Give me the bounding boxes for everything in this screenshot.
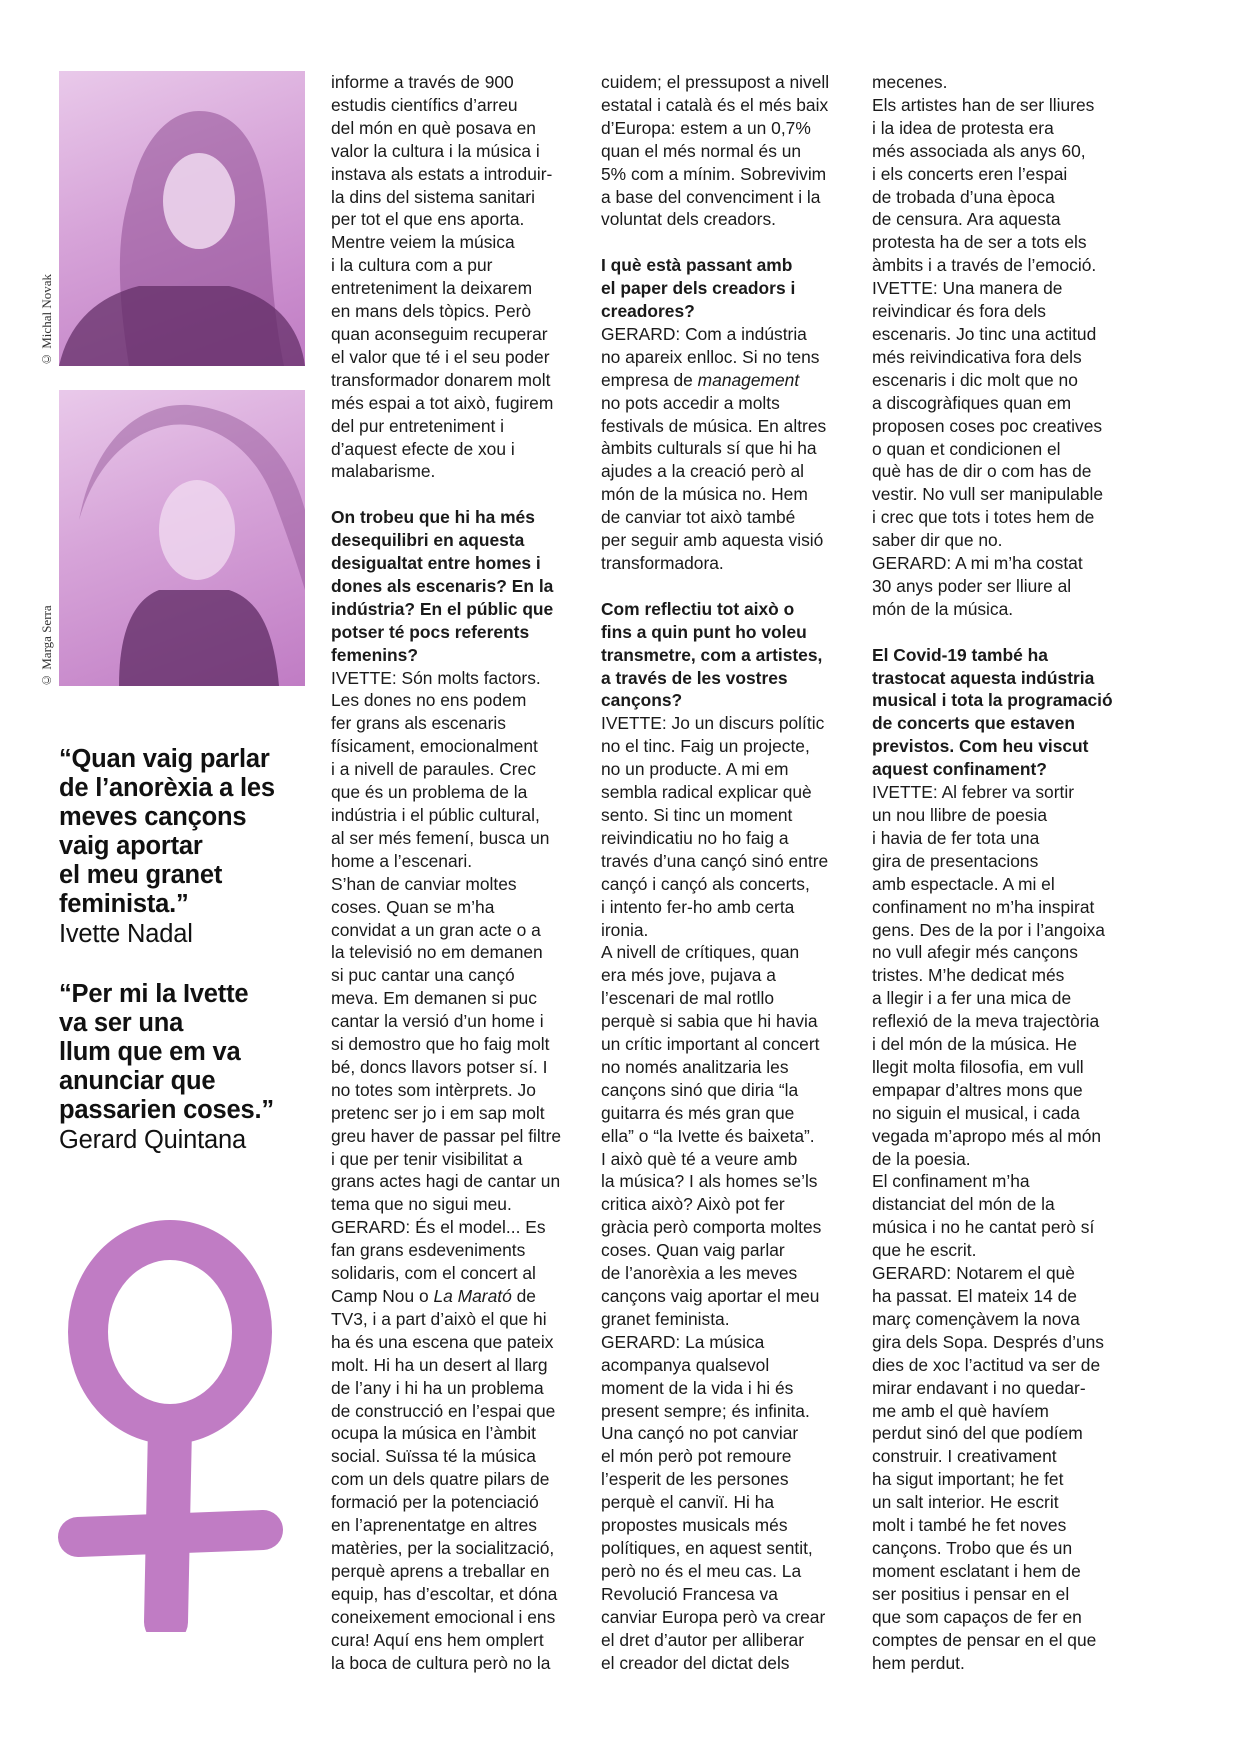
text-line: món de la música no. Hem <box>601 484 808 505</box>
text-line: festivals de música. En altres <box>601 415 827 436</box>
text-line: confinament no m’ha inspirat <box>872 896 1095 917</box>
text-line: era més jove, pujava a <box>601 965 776 986</box>
female-symbol-icon <box>58 1212 288 1632</box>
text-line: àmbits i a través de l’emoció. <box>872 255 1097 276</box>
text-line: de concerts que estaven <box>872 713 1075 734</box>
text-line: malabarisme. <box>331 461 436 482</box>
text-line: meva. Em demanen si puc <box>331 988 537 1009</box>
text-line: pretenc ser jo i em sap molt <box>331 1102 545 1123</box>
text-line: quan el més normal és un <box>601 140 802 161</box>
text-line: polítiques, en aquest sentit, <box>601 1537 813 1558</box>
quote-author: Gerard Quintana <box>59 1126 246 1154</box>
text-line: fins a quin punt ho voleu <box>601 621 807 642</box>
text-line: ajudes a la creació però al <box>601 461 805 482</box>
text-line: Les dones no ens podem <box>331 690 527 711</box>
text-line: no només analitzaria les <box>601 1056 789 1077</box>
text-line: d’Europa: estem a un 0,7% <box>601 117 811 138</box>
quote-line: va ser una <box>59 1009 184 1037</box>
text-line: no pots accedir a molts <box>601 392 780 413</box>
text-line: GERARD: A mi m’ha costat <box>872 553 1083 574</box>
article-paragraph <box>872 781 1122 1674</box>
text-line: Com reflectiu tot això o <box>601 598 795 619</box>
text-line: i del món de la música. He <box>872 1034 1077 1055</box>
text-line: si puc cantar una cançó <box>331 965 515 986</box>
text-line: convidat a un gran acte o a <box>331 919 541 940</box>
quote-line: de l’anorèxia a les <box>59 774 275 802</box>
text-line: que és un problema de la <box>331 782 528 803</box>
text-line: reivindicar és fora dels <box>872 301 1046 322</box>
text-line: indústria? En el públic que <box>331 598 554 619</box>
text-line: informe a través de 900 <box>331 72 514 92</box>
article-column-2 <box>601 71 851 1674</box>
text-line: voluntat dels creadors. <box>601 209 776 230</box>
text-line: vestir. No vull ser manipulable <box>872 484 1104 505</box>
photo-gerard-quintana <box>59 390 305 686</box>
photo-credit-1: © Michal Novak <box>39 274 54 367</box>
text-line: 5% com a mínim. Sobrevivim <box>601 163 827 184</box>
text-line: la televisió no em demanen <box>331 942 543 963</box>
text-line: IVETTE: Són molts factors. <box>331 667 541 688</box>
text-line: i intento fer-ho amb certa <box>601 896 795 917</box>
text-line: tema que no sigui meu. <box>331 1194 512 1215</box>
text-line: coneixement emocional i ens <box>331 1606 556 1627</box>
text-line: perquè el canviï. Hi ha <box>601 1492 775 1513</box>
text-line: mecenes. <box>872 72 948 92</box>
text-line: el valor que té i el seu poder <box>331 346 550 367</box>
quote-line: el meu granet <box>59 861 223 889</box>
text-line: desigualtat entre homes i <box>331 553 541 574</box>
text-line: El confinament m’ha <box>872 1171 1030 1192</box>
text-line: transformador donarem molt <box>331 369 551 390</box>
text-line: un nou llibre de poesia <box>872 804 1048 825</box>
text-line: de l’anorèxia a les meves <box>601 1263 798 1284</box>
text-line: moment de la vida i hi és <box>601 1377 794 1398</box>
quote-line: meves cançons <box>59 803 247 831</box>
text-line: ha sigut important; he fet <box>872 1469 1064 1490</box>
quote-line: “Per mi la Ivette <box>59 980 249 1008</box>
text-line: a través de les vostres <box>601 667 788 688</box>
text-line: més associada als anys 60, <box>872 140 1086 161</box>
text-line: que he escrit. <box>872 1240 977 1261</box>
text-line: IVETTE: Jo un discurs polític <box>601 713 825 734</box>
text-line: critica això? Això pot fer <box>601 1194 785 1215</box>
text-line: en l’aprenentatge en altres <box>331 1515 537 1536</box>
text-line: del món en què posava en <box>331 117 536 138</box>
text-line: trastocat aquesta indústria <box>872 667 1095 688</box>
text-line: canviar Europa però va crear <box>601 1606 826 1627</box>
text-line: ha passat. El mateix 14 de <box>872 1286 1077 1307</box>
text-line: mirar endavant i no quedar- <box>872 1377 1086 1398</box>
text-line: gira dels Sopa. Després d’uns <box>872 1331 1105 1352</box>
text-line: perdut sinó del que podíem <box>872 1423 1083 1444</box>
text-line: i la cultura com a pur <box>331 255 493 276</box>
text-line: i havia de fer tota una <box>872 827 1040 848</box>
text-line: sembla radical explicar què <box>601 782 812 803</box>
interview-question <box>331 506 581 666</box>
text-line: present sempre; és infinita. <box>601 1400 810 1421</box>
text-line: matèries, per la socialització, <box>331 1537 555 1558</box>
text-line: de censura. Ara aquesta <box>872 209 1061 230</box>
text-line: amb espectacle. A mi el <box>872 873 1055 894</box>
text-line: coses. Quan se m’ha <box>331 896 495 917</box>
text-line: per seguir amb aquesta visió <box>601 530 824 551</box>
text-line: desequilibri en aquesta <box>331 530 525 551</box>
portrait-silhouette-2 <box>59 390 305 686</box>
text-line: el dret d’autor per alliberar <box>601 1629 804 1650</box>
text-line: me amb el què havíem <box>872 1400 1049 1421</box>
text-line: i crec que tots i totes hem de <box>872 507 1095 528</box>
text-line: través d’una cançó sinó entre <box>601 850 829 871</box>
text-line: solidaris, com el concert al <box>331 1263 536 1284</box>
text-line: GERARD: Notarem el què <box>872 1263 1075 1284</box>
text-line: GERARD: La música <box>601 1331 765 1352</box>
text-line: d’aquest efecte de xou i <box>331 438 515 459</box>
text-line: no un producte. A mi em <box>601 759 789 780</box>
photo-ivette-nadal <box>59 71 305 366</box>
quote-line: anunciar que <box>59 1067 216 1095</box>
text-line: aquest confinament? <box>872 759 1047 780</box>
text-line: en mans dels tòpics. Però <box>331 301 532 322</box>
text-line: escenaris. Jo tinc una actitud <box>872 323 1097 344</box>
text-line: a discogràfiques quan em <box>872 392 1072 413</box>
text-line: S’han de canviar moltes <box>331 873 517 894</box>
text-line: un crític important al concert <box>601 1034 820 1055</box>
text-line: molt. Hi ha un desert al llarg <box>331 1354 548 1375</box>
text-line: la boca de cultura però no la <box>331 1652 551 1673</box>
article-paragraph <box>331 667 581 1675</box>
text-line: món de la música. <box>872 598 1014 619</box>
text-line: On trobeu que hi ha més <box>331 507 535 528</box>
text-line: moment esclatant i hem de <box>872 1560 1081 1581</box>
text-line: indústria i el públic cultural, <box>331 804 540 825</box>
quote-line: feminista.” <box>59 890 189 918</box>
text-line: IVETTE: Una manera de <box>872 278 1063 299</box>
text-line: fer grans als escenaris <box>331 713 506 734</box>
text-line: previstos. Com heu viscut <box>872 736 1089 757</box>
article-paragraph <box>601 712 851 1674</box>
article-paragraph <box>601 71 851 231</box>
interview-question <box>601 598 851 713</box>
text-line: reivindicatiu no ho faig a <box>601 827 789 848</box>
text-line: cantar la versió d’un home i <box>331 1011 544 1032</box>
text-line: que som capaços de fer en <box>872 1606 1082 1627</box>
text-line: creadores? <box>601 301 695 322</box>
text-line: molt i també he fet noves <box>872 1515 1067 1536</box>
article-column-3 <box>872 71 1122 1674</box>
text-line: quan aconseguim recuperar <box>331 323 548 344</box>
text-line: dies de xoc l’actitud va ser de <box>872 1354 1101 1375</box>
text-line: i a nivell de paraules. Crec <box>331 759 536 780</box>
quote-line: llum que em va <box>59 1038 241 1066</box>
text-line: bé, doncs llavors potser sí. I <box>331 1056 548 1077</box>
text-line: cançons sinó que diria “la <box>601 1079 799 1100</box>
text-line: GERARD: Com a indústria <box>601 323 807 344</box>
text-line: l’escenari de mal rotllo <box>601 988 775 1009</box>
article-paragraph <box>331 71 581 483</box>
text-line: de construcció en l’espai que <box>331 1400 556 1421</box>
text-line: l’esperit de les persones <box>601 1469 789 1490</box>
text-line: Els artistes han de ser lliures <box>872 94 1095 115</box>
text-line: El Covid-19 també ha <box>872 644 1048 665</box>
text-line: de la poesia. <box>872 1148 971 1169</box>
text-line: instava als estats a introduir- <box>331 163 553 184</box>
text-line: vegada m’apropo més al món <box>872 1125 1102 1146</box>
text-line: ironia. <box>601 919 649 940</box>
text-line: perquè si sabia que hi havia <box>601 1011 818 1032</box>
text-line: I això què té a veure amb <box>601 1148 798 1169</box>
text-line: estudis científics d’arreu <box>331 94 518 115</box>
text-line: acompanya qualsevol <box>601 1354 770 1375</box>
text-line: estatal i català és el més baix <box>601 94 829 115</box>
text-line: de canviar tot això també <box>601 507 796 528</box>
text-line: cançons. Trobo que és un <box>872 1537 1073 1558</box>
text-line: IVETTE: Al febrer va sortir <box>872 782 1074 803</box>
text-line: greu haver de passar pel filtre <box>331 1125 562 1146</box>
text-line: cançons? <box>601 690 683 711</box>
text-line: Una cançó no pot canviar <box>601 1423 799 1444</box>
article-paragraph <box>872 71 1122 621</box>
text-line: no apareix enlloc. Si no tens <box>601 346 820 367</box>
text-line: Camp Nou o La Marató de <box>331 1286 536 1307</box>
text-line: el creador del dictat dels <box>601 1652 790 1673</box>
text-line: guitarra és més gran que <box>601 1102 795 1123</box>
pull-quote-1 <box>59 745 309 949</box>
text-line: el món però pot remoure <box>601 1446 792 1467</box>
portrait-silhouette-1 <box>59 71 305 366</box>
text-line: 30 anys poder ser lliure al <box>872 575 1072 596</box>
text-line: més espai a tot això, fugirem <box>331 392 554 413</box>
text-line: març començàvem la nova <box>872 1308 1080 1329</box>
text-line: a llegir i a fer una mica de <box>872 988 1072 1009</box>
text-line: de trobada d’una època <box>872 186 1055 207</box>
text-line: dones als escenaris? En la <box>331 575 554 596</box>
text-line: gira de presentacions <box>872 850 1039 871</box>
text-line: fan grans esdeveniments <box>331 1240 526 1261</box>
text-line: reflexió de la meva trajectòria <box>872 1011 1100 1032</box>
text-line: però no és el meu cas. La <box>601 1560 802 1581</box>
text-line: I què està passant amb <box>601 255 793 276</box>
text-line: per tot el que ens aporta. <box>331 209 525 230</box>
quote-line: vaig aportar <box>59 832 203 860</box>
text-line: gens. Des de la por i l’angoixa <box>872 919 1105 940</box>
text-line: musical i tota la programació <box>872 690 1113 711</box>
text-line: Revolució Francesa va <box>601 1583 778 1604</box>
text-line: àmbits culturals sí que hi ha <box>601 438 817 459</box>
text-line: ella” o “la Ivette és baixeta”. <box>601 1125 815 1146</box>
text-line: de l’any i hi ha un problema <box>331 1377 544 1398</box>
text-line: no totes som intèrprets. Jo <box>331 1079 536 1100</box>
article-column-1 <box>331 71 581 1674</box>
text-line: més reivindicativa fora dels <box>872 346 1082 367</box>
text-line: què has de dir o com has de <box>872 461 1092 482</box>
text-line: entreteniment la deixarem <box>331 278 533 299</box>
text-line: potser té pocs referents <box>331 621 530 642</box>
text-line: si demostro que ho faig molt <box>331 1034 550 1055</box>
text-line: cançó i cançó als concerts, <box>601 873 810 894</box>
text-line: GERARD: És el model... Es <box>331 1217 546 1238</box>
text-line: i que per tenir visibilitat a <box>331 1148 523 1169</box>
text-line: proposen coses poc creatives <box>872 415 1103 436</box>
interview-question <box>601 254 851 323</box>
text-line: la música? I als homes se’ls <box>601 1171 818 1192</box>
text-line: equip, has d’escoltar, et dóna <box>331 1583 558 1604</box>
text-line: Mentre veiem la música <box>331 232 515 253</box>
text-line: social. Suïssa té la música <box>331 1446 536 1467</box>
text-line: tristes. M’he dedicat més <box>872 965 1065 986</box>
text-line: grans actes hagi de cantar un <box>331 1171 561 1192</box>
text-line: A nivell de crítiques, quan <box>601 942 800 963</box>
text-line: no el tinc. Faig un projecte, <box>601 736 810 757</box>
text-line: empresa de management <box>601 369 800 390</box>
article-paragraph <box>601 323 851 575</box>
text-line: distanciat del món de la <box>872 1194 1055 1215</box>
text-line: el paper dels creadors i <box>601 278 796 299</box>
text-line: hem perdut. <box>872 1652 965 1673</box>
pull-quote-2 <box>59 980 309 1155</box>
text-line: formació per la potenciació <box>331 1492 539 1513</box>
text-line: llegit molta filosofia, em vull <box>872 1056 1084 1077</box>
text-line: al ser més femení, busca un <box>331 827 550 848</box>
text-line: coses. Quan vaig parlar <box>601 1240 785 1261</box>
photo-credit-2: © Marga Serra <box>39 605 54 688</box>
text-line: TV3, i a part d’això el que hi <box>331 1308 547 1329</box>
text-line: com un dels quatre pilars de <box>331 1469 550 1490</box>
text-line: del pur entreteniment i <box>331 415 505 436</box>
text-line: sento. Si tinc un moment <box>601 804 793 825</box>
text-line: ha és una escena que pateix <box>331 1331 554 1352</box>
text-line: perquè aprens a treballar en <box>331 1560 550 1581</box>
text-line: transformadora. <box>601 553 724 574</box>
text-line: transmetre, com a artistes, <box>601 644 823 665</box>
text-line: no siguin el musical, i cada <box>872 1102 1080 1123</box>
text-line: empapar d’altres mons que <box>872 1079 1083 1100</box>
text-line: un salt interior. He escrit <box>872 1492 1059 1513</box>
text-line: i els concerts eren l’espai <box>872 163 1068 184</box>
text-line: granet feminista. <box>601 1308 730 1329</box>
text-line: cuidem; el pressupost a nivell <box>601 72 830 92</box>
text-line: la dins del sistema sanitari <box>331 186 535 207</box>
text-line: comptes de pensar en el que <box>872 1629 1097 1650</box>
quote-line: “Quan vaig parlar <box>59 745 270 773</box>
text-line: o quan et condicionen el <box>872 438 1061 459</box>
text-line: saber dir que no. <box>872 530 1003 551</box>
text-line: música i no he cantat però sí <box>872 1217 1095 1238</box>
quote-author: Ivette Nadal <box>59 920 193 948</box>
quote-line: passarien coses.” <box>59 1096 274 1124</box>
text-line: construir. I creativament <box>872 1446 1057 1467</box>
text-line: home a l’escenari. <box>331 850 473 871</box>
text-line: escenaris i dic molt que no <box>872 369 1078 390</box>
text-line: cura! Aquí ens hem omplert <box>331 1629 544 1650</box>
text-line: cançons vaig aportar el meu <box>601 1286 820 1306</box>
text-line: ocupa la música en l’àmbit <box>331 1423 536 1444</box>
text-line: físicament, emocionalment <box>331 736 538 757</box>
text-line: a base del convenciment i la <box>601 186 821 207</box>
text-line: no vull afegir més cançons <box>872 942 1078 963</box>
text-line: femenins? <box>331 644 418 665</box>
text-line: valor la cultura i la música i <box>331 140 540 161</box>
text-line: protesta ha de ser a tots els <box>872 232 1087 253</box>
text-line: gràcia però comporta moltes <box>601 1217 822 1238</box>
text-line: ser positius i pensar en el <box>872 1583 1070 1604</box>
text-line: i la idea de protesta era <box>872 117 1054 138</box>
interview-question <box>872 644 1122 781</box>
text-line: propostes musicals més <box>601 1515 788 1536</box>
